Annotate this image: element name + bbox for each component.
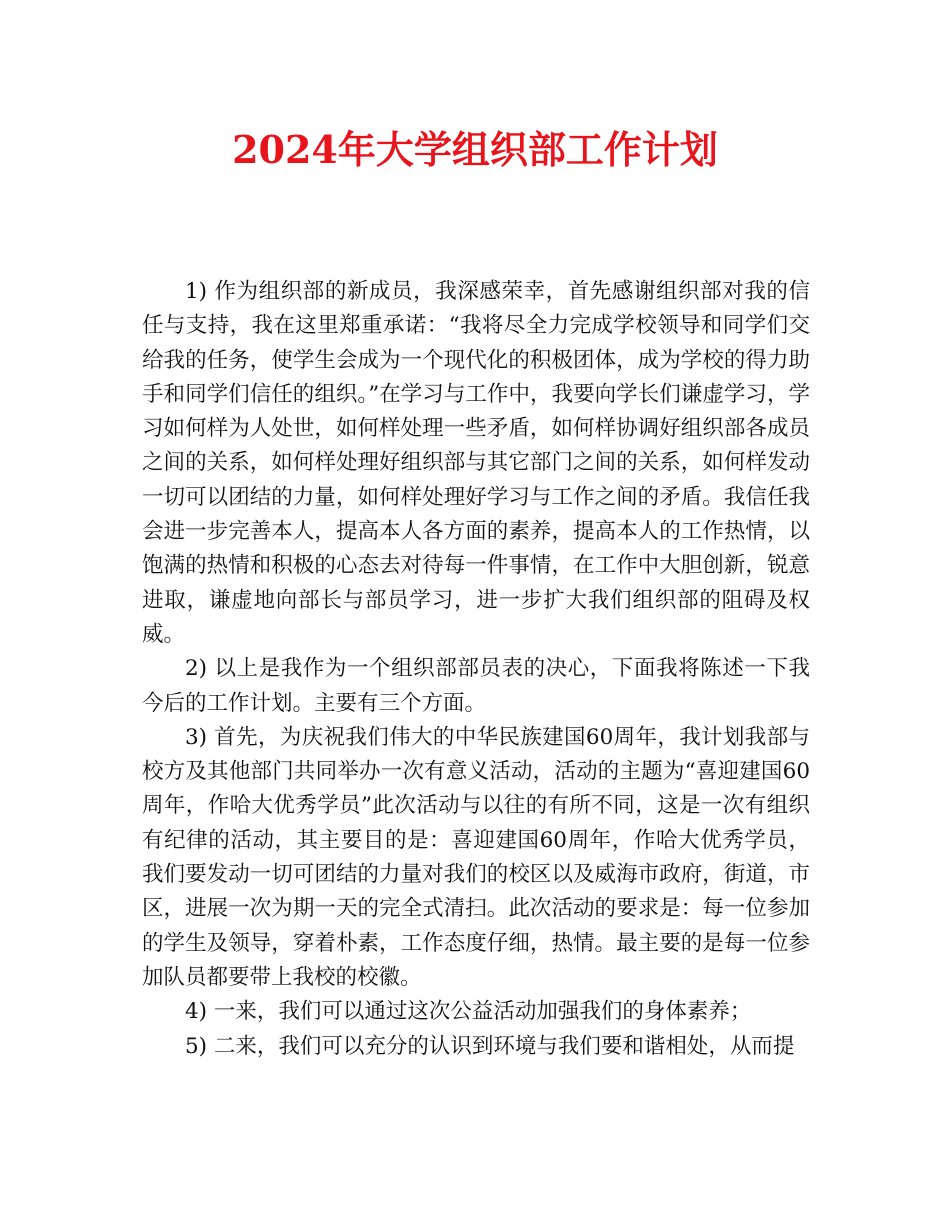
paragraph-4: 4) 一来，我们可以通过这次公益活动加强我们的身体素养；: [185, 999, 752, 1025]
paragraph-3: 3) 首先，为庆祝我们伟大的中华民族建国60周年，我计划我部与校方及其他部门共同举办一次有意义活动，活动的主题为“喜迎建国60周年，作哈大优秀学员”此次活动与以往的有所不同，这是一次有组织有纪律的活动，其主要目的是：喜迎建国60周年，作哈大优秀学员，我们要发动一切可团结的力量对我们的校区以及威海市政府，街道，市区，进展一次为期一天的完全式清扫。此次活动的要求是：每一位参加的学生及领导，穿着朴素，工作态度仔细，热情。最主要的是每一位参加队员都要带上我校的校徽。: [142, 724, 810, 990]
paragraph-5: 5) 二来，我们可以充分的认识到环境与我们要和谐相处，从而提: [185, 1033, 795, 1059]
paragraph-2: 2) 以上是我作为一个组织部部员表的决心，下面我将陈述一下我今后的工作计划。主要有三个方面。: [142, 656, 810, 716]
document-title: 2024年大学组织部工作计划: [232, 127, 718, 172]
document-body: [142, 275, 810, 1064]
paragraph-1: 1) 作为组织部的新成员，我深感荣幸，首先感谢组织部对我的信任与支持，我在这里郑重承诺：“我将尽全力完成学校领导和同学们交给我的任务，使学生会成为一个现代化的积极团体，成为学校的得力助手和同学们信任的组织。”在学习与工作中，我要向学长们谦虚学习，学习如何样为人处世，如何样处理一些矛盾，如何样协调好组织部各成员之间的关系，如何样处理好组织部与其它部门之间的关系，如何样发动一切可以团结的力量，如何样处理好学习与工作之间的矛盾。我信任我会进一步完善本人，提高本人各方面的素养，提高本人的工作热情，以饱满的热情和积极的心态去对待每一件事情，在工作中大胆创新，锐意进取，谦虚地向部长与部员学习，进一步扩大我们组织部的阻碍及权威。: [142, 279, 810, 647]
